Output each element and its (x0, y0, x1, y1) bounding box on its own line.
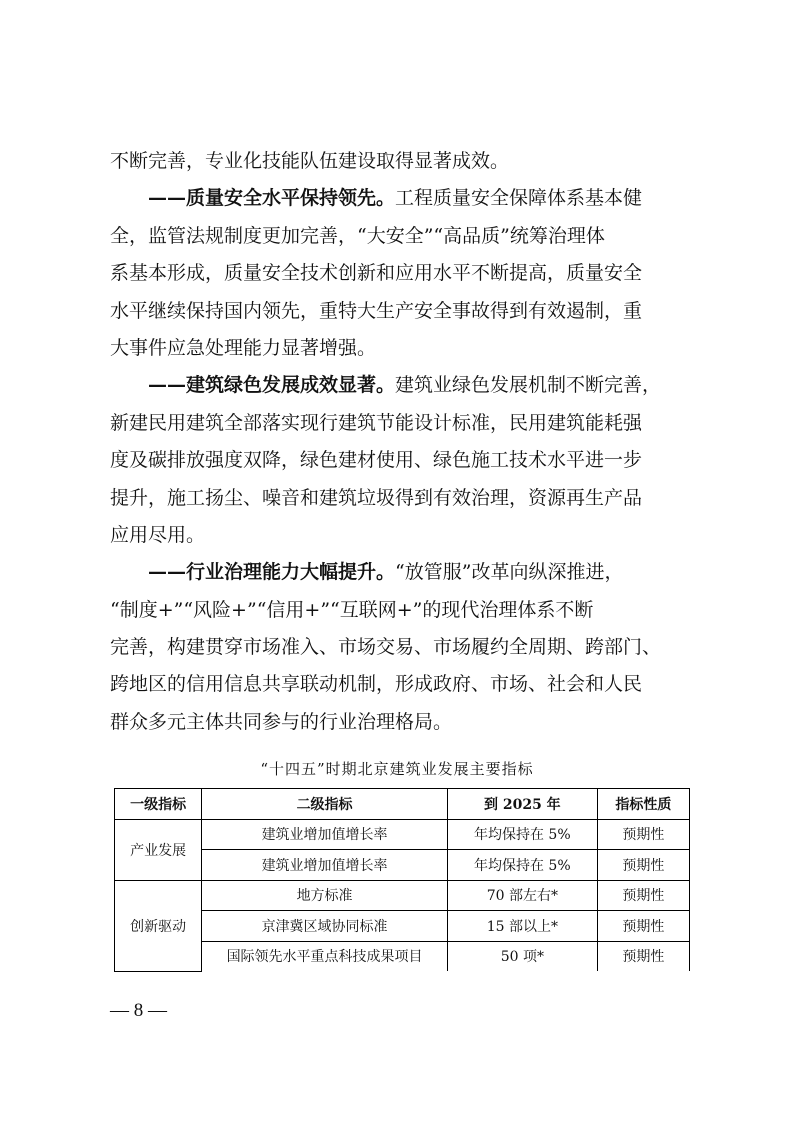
paragraph-green-development (110, 367, 695, 404)
header-level1: 一级指标 (115, 789, 202, 820)
header-target-2025: 到 2025 年 (447, 789, 597, 820)
cell-target: 70 部左右* (447, 880, 597, 911)
cell-indicator: 京津冀区域协同标准 (202, 911, 448, 942)
text-line: 提升，施工扬尘、噪音和建筑垃圾得到有效治理，资源再生产品 (110, 486, 643, 509)
cell-indicator: 国际领先水平重点科技成果项目 (202, 941, 448, 971)
text-line: 跨地区的信用信息共享联动机制，形成政府、市场、社会和人民 (110, 673, 643, 696)
text-line: 度及碳排放强度双降，绿色建材使用、绿色施工技术水平进一步 (110, 449, 643, 472)
paragraph-quality-safety (110, 180, 695, 217)
text-line: 全，监管法规制度更加完善，“大安全”“高品质”统筹治理体 (110, 224, 605, 247)
cell-nature: 预期性 (597, 911, 689, 942)
cell-nature: 预期性 (597, 819, 689, 850)
paragraph-heading: ——建筑绿色发展成效显著。 (148, 374, 396, 397)
body-text (110, 143, 695, 741)
text-line: 工程质量安全保障体系基本健 (395, 187, 643, 210)
header-level2: 二级指标 (202, 789, 448, 820)
cell-nature: 预期性 (597, 880, 689, 911)
text-line: 群众多元主体共同参与的行业治理格局。 (110, 710, 453, 733)
cell-indicator: 建筑业增加值增长率 (202, 850, 448, 881)
cell-indicator: 地方标准 (202, 880, 448, 911)
text-line: “放管服”改革向纵深推进， (395, 561, 624, 584)
paragraph-heading: ——质量安全水平保持领先。 (148, 187, 396, 210)
text-line: 不断完善，专业化技能队伍建设取得显著成效。 (110, 150, 510, 172)
text-line: 应用尽用。 (110, 523, 206, 546)
text-line: 建筑业绿色发展机制不断完善， (395, 374, 662, 397)
text-line: 水平继续保持国内领先，重特大生产安全事故得到有效遏制，重 (110, 299, 643, 322)
cell-nature: 预期性 (597, 850, 689, 881)
text-line: 新建民用建筑全部落实现行建筑节能设计标准，民用建筑能耗强 (110, 411, 643, 434)
cell-target: 15 部以上* (447, 911, 597, 942)
cell-nature: 预期性 (597, 941, 689, 971)
cell-indicator: 建筑业增加值增长率 (202, 819, 448, 850)
cell-target: 年均保持在 5% (447, 850, 597, 881)
paragraph-heading: ——行业治理能力大幅提升。 (148, 561, 396, 584)
group-industry-development: 产业发展 (115, 819, 202, 880)
table-header-row (115, 789, 690, 820)
paragraph-governance (110, 554, 695, 591)
table-row (115, 819, 690, 850)
header-nature: 指标性质 (597, 789, 689, 820)
text-line: 系基本形成，质量安全技术创新和应用水平不断提高，质量安全 (110, 262, 643, 285)
text-line: 大事件应急处理能力显著增强。 (110, 336, 377, 359)
text-line: 完善，构建贯穿市场准入、市场交易、市场履约全周期、跨部门、 (110, 636, 662, 659)
text-line: “制度+”“风险+”“信用+”“互联网+”的现代治理体系不断 (110, 598, 594, 621)
table-row (115, 880, 690, 911)
cell-target: 50 项* (447, 941, 597, 971)
page-number: — 8 — (110, 1000, 167, 1021)
table-caption: “十四五”时期北京建筑业发展主要指标 (260, 760, 534, 778)
group-innovation-driven: 创新驱动 (115, 880, 202, 971)
indicators-table (114, 788, 690, 972)
cell-target: 年均保持在 5% (447, 819, 597, 850)
